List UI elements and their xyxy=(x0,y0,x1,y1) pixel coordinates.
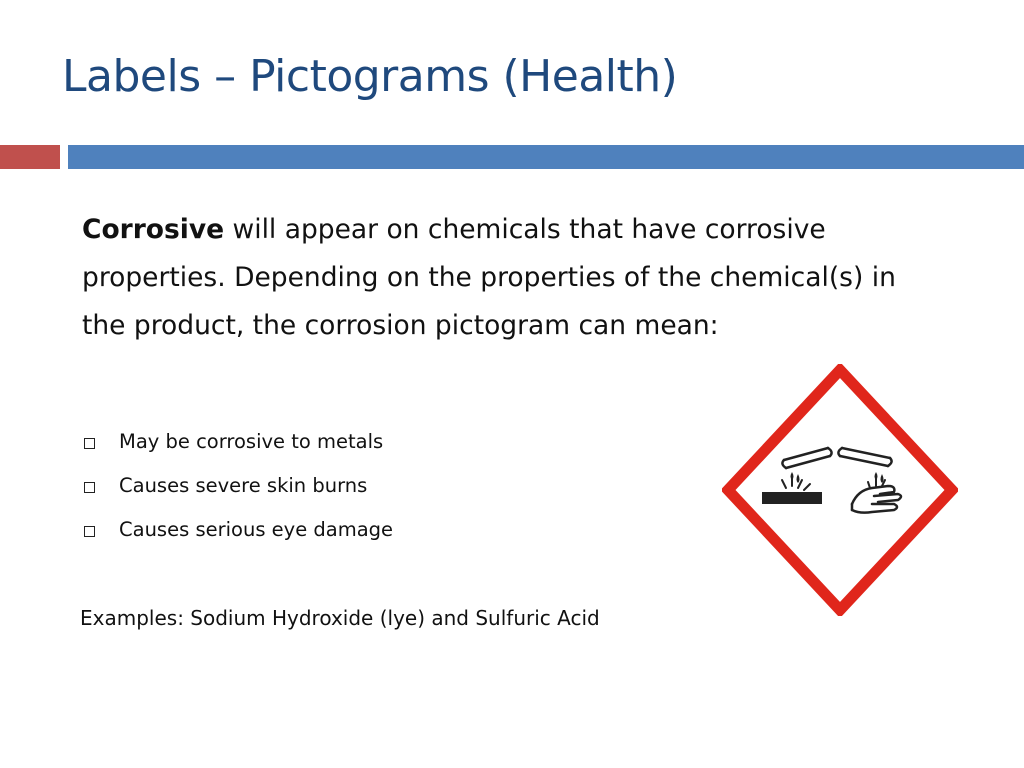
hazard-list xyxy=(82,424,393,556)
list-item xyxy=(82,468,393,512)
list-item xyxy=(82,424,393,468)
ghs-corrosion-icon xyxy=(722,364,958,616)
slide-title: Labels – Pictograms (Health) xyxy=(62,51,678,102)
title-divider-accent xyxy=(0,145,60,169)
examples-text: Examples: Sodium Hydroxide (lye) and Sulfuric Acid xyxy=(80,606,600,630)
list-item-text: Causes serious eye damage xyxy=(119,518,394,541)
list-item-text: May be corrosive to metals xyxy=(119,430,384,453)
square-bullet-icon xyxy=(84,482,95,493)
intro-text: will appear on chemicals that have corrosive properties. Depending on the properties of the chemical(s) in the product, the corrosion pictogram can mean: xyxy=(82,214,896,341)
intro-paragraph xyxy=(82,206,912,350)
corrosive-term: Corrosive xyxy=(82,214,225,245)
square-bullet-icon xyxy=(84,526,95,537)
list-item-text: Causes severe skin burns xyxy=(119,474,368,497)
title-divider-bar xyxy=(68,145,1024,169)
square-bullet-icon xyxy=(84,438,95,449)
list-item xyxy=(82,512,393,556)
